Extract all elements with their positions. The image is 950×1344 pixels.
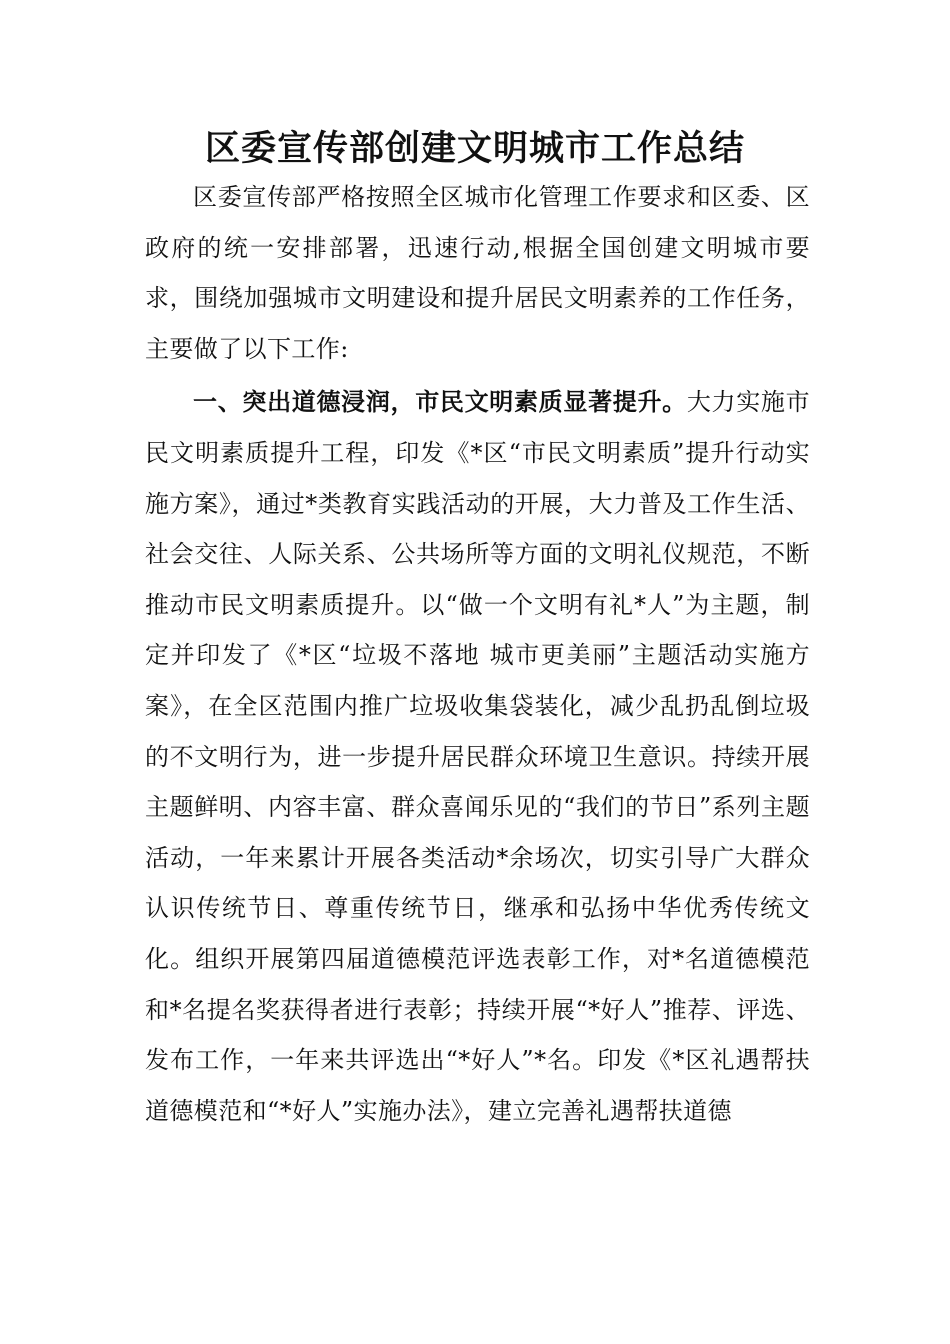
section-1-paragraph bbox=[145, 377, 810, 1136]
section-1-heading: 一、突出道德浸润，市民文明素质显著提升。 bbox=[193, 387, 687, 417]
intro-paragraph: 区委宣传部严格按照全区城市化管理工作要求和区委、区政府的统一安排部署，迅速行动,根据全国创建文明城市要求，围绕加强城市文明建设和提升居民文明素养的工作任务，主要做了以下工作: bbox=[145, 183, 810, 363]
document-body bbox=[145, 172, 810, 1136]
section-1-text: 大力实施市民文明素质提升工程，印发《*区“市民文明素质”提升行动实施方案》，通过*类教育实践活动的开展，大力普及工作生活、社会交往、人际关系、公共场所等方面的文明礼仪规范，不断推动市民文明素质提升。以“做一个文明有礼*人”为主题，制定并印发了《*区“垃圾不落地 城市更美丽”主题活动实施方案》，在全区范围内推广垃圾收集袋装化，减少乱扔乱倒垃圾的不文明行为，进一步提升居民群众环境卫生意识。持续开展主题鲜明、内容丰富、群众喜闻乐见的“我们的节日”系列主题活动，一年来累计开展各类活动*余场次，切实引导广大群众认识传统节日、尊重传统节日，继承和弘扬中华优秀传统文化。组织开展第四届道德模范评选表彰工作，对*名道德模范和*名提名奖获得者进行表彰；持续开展“*好人”推荐、评选、发布工作，一年来共评选出“*好人”*名。印发《*区礼遇帮扶道德模范和“*好人”实施办法》，建立完善礼遇帮扶道德 bbox=[145, 388, 811, 1125]
document-title: 区委宣传部创建文明城市工作总结 bbox=[204, 128, 745, 169]
